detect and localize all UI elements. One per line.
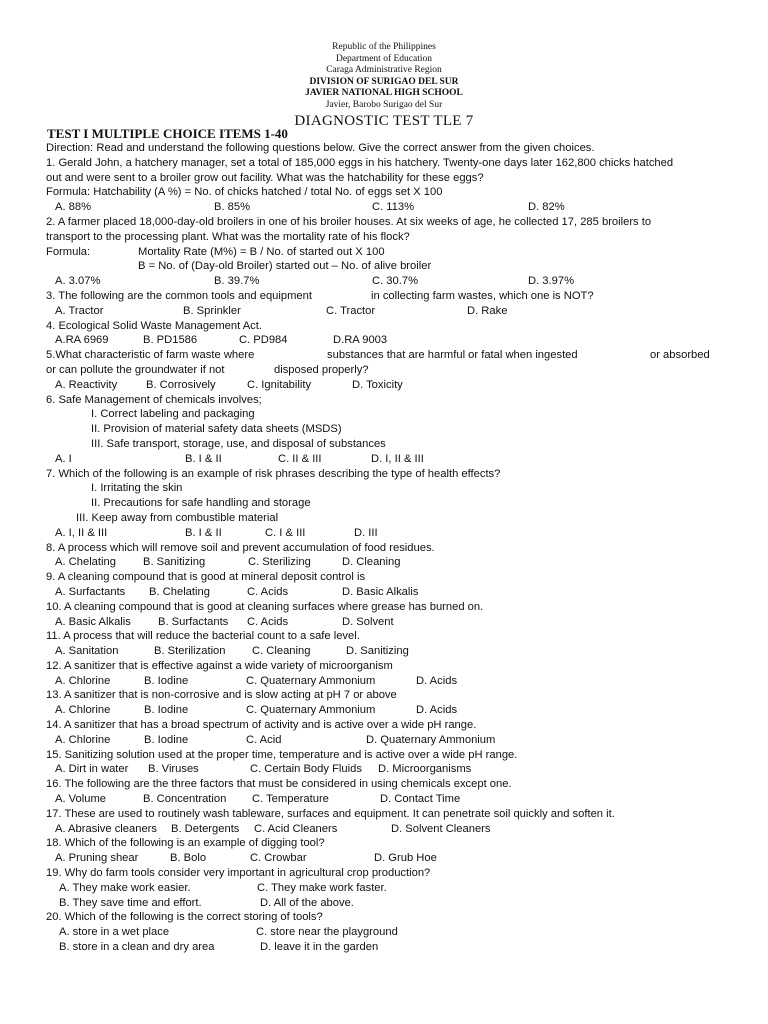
- question-2-line-1: 2. A farmer placed 18,000-day-old broilers in one of his broiler houses. At six weeks of age, he collected 17, 285 broilers to: [46, 215, 652, 228]
- question-20-choices-row-2: [46, 940, 746, 955]
- formula-label: Formula:: [46, 245, 91, 258]
- choice-d: D. Microorganisms: [378, 763, 472, 776]
- choice-c: C. Quaternary Ammonium: [246, 704, 376, 717]
- question-3-line-1: [46, 289, 746, 304]
- question-list: [46, 141, 746, 955]
- document-header: [0, 42, 768, 130]
- question-2-formula-b: [46, 259, 746, 274]
- header-region: Caraga Administrative Region: [326, 65, 442, 76]
- choice-d: D. 82%: [528, 201, 565, 214]
- question-1-formula: Formula: Hatchability (A %) = No. of chicks hatched / total No. of eggs set X 100: [46, 186, 443, 199]
- question-8-line-1: 8. A process which will remove soil and prevent accumulation of food residues.: [46, 541, 435, 554]
- choice-c: C. Acid: [246, 733, 282, 746]
- choice-a: A. Chlorine: [55, 704, 111, 717]
- choice-a: A.RA 6969: [55, 334, 109, 347]
- choice-d: D. 3.97%: [528, 275, 575, 288]
- question-5-choices: [46, 378, 746, 393]
- question-3-text-b: in collecting farm wastes, which one is NOT?: [371, 289, 594, 302]
- question-10-line-1: 10. A cleaning compound that is good at cleaning surfaces where grease has burned on.: [46, 600, 484, 613]
- choice-a: A. Volume: [55, 793, 106, 806]
- formula-mortality: Mortality Rate (M%) = B / No. of started out X 100: [138, 245, 385, 258]
- formula-b-definition: B = No. of (Day-old Broiler) started out – No. of alive broiler: [138, 260, 432, 273]
- question-20-line-1: 20. Which of the following is the correct storing of tools?: [46, 911, 323, 924]
- header-school: JAVIER NATIONAL HIGH SCHOOL: [305, 88, 463, 99]
- choice-c: C. Quaternary Ammonium: [246, 674, 376, 687]
- choice-b: B. 39.7%: [214, 275, 260, 288]
- question-19-line-1: 19. Why do farm tools consider very important in agricultural crop production?: [46, 867, 431, 880]
- question-6-line-1: 6. Safe Management of chemicals involves;: [46, 393, 262, 406]
- choice-c: C. Ignitability: [247, 378, 312, 391]
- question-12-line-1: 12. A sanitizer that is effective against a wide variety of microorganism: [46, 659, 393, 672]
- choice-c: C. PD984: [239, 334, 288, 347]
- choice-c: C. Tractor: [326, 304, 376, 317]
- header-department: Department of Education: [335, 53, 433, 64]
- choice-b: B. I & II: [185, 452, 222, 465]
- choice-c: C. Cleaning: [252, 645, 311, 658]
- question-12-choices: [46, 674, 746, 689]
- choice-c: C. They make work faster.: [257, 881, 387, 894]
- choice-b: B. Chelating: [149, 585, 210, 598]
- question-11-line-1: 11. A process that will reduce the bacterial count to a safe level.: [46, 630, 360, 643]
- choice-d: D. Sanitizing: [346, 645, 409, 658]
- choice-a: A. 88%: [55, 201, 92, 214]
- question-14-line-1: 14. A sanitizer that has a broad spectrum of activity and is active over a wide pH range.: [46, 719, 477, 732]
- choice-c: C. Acids: [247, 585, 289, 598]
- question-16-line-1: 16. The following are the three factors that must be considered in using chemicals except one.: [46, 778, 512, 791]
- section-title: TEST I MULTIPLE CHOICE ITEMS 1-40: [47, 126, 288, 141]
- choice-a: A. Tractor: [55, 304, 104, 317]
- question-6-item-2: II. Provision of material safety data sheets (MSDS): [91, 423, 342, 436]
- question-5-line-1: [46, 348, 746, 363]
- choice-b: B. Detergents: [171, 822, 240, 835]
- choice-b: B. Bolo: [170, 852, 207, 865]
- question-13-line-1: 13. A sanitizer that is non-corrosive and is slow acting at pH 7 or above: [46, 689, 397, 702]
- question-18-choices: [46, 851, 746, 866]
- choice-b: B. PD1586: [143, 334, 198, 347]
- question-19-choices-row-2: [46, 896, 746, 911]
- question-2-line-2: transport to the processing plant. What was the mortality rate of his flock?: [46, 230, 410, 243]
- question-7-line-1: 7. Which of the following is an example of risk phrases describing the type of health effects?: [46, 467, 501, 480]
- header-republic: Republic of the Philippines: [332, 42, 436, 52]
- choice-a: A. They make work easier.: [59, 881, 191, 894]
- choice-d: D. Rake: [467, 304, 508, 317]
- choice-a: A. Chelating: [55, 556, 116, 569]
- header-division: DIVISION OF SURIGAO DEL SUR: [309, 76, 459, 87]
- choice-c: C. Crowbar: [250, 852, 307, 865]
- choice-c: C. II & III: [278, 452, 322, 465]
- question-3-choices: [46, 304, 746, 319]
- choice-c: C. Sterilizing: [248, 556, 311, 569]
- question-9-choices: [46, 585, 746, 600]
- choice-b: B. Sanitizing: [143, 556, 206, 569]
- choice-c: C. 113%: [372, 201, 415, 214]
- choice-d: D. III: [354, 526, 378, 539]
- question-1-line-1: 1. Gerald John, a hatchery manager, set a total of 185,000 eggs in his hatchery. Twenty-one days later 162,800 chicks hatched: [46, 156, 674, 169]
- question-7-item-2: II. Precautions for safe handling and storage: [91, 497, 311, 510]
- choice-b: B. Sterilization: [154, 645, 226, 658]
- question-5-text-b: substances that are harmful or fatal when ingested: [327, 349, 578, 362]
- choice-b: B. Surfactants: [158, 615, 229, 628]
- choice-d: D. Grub Hoe: [374, 852, 437, 865]
- choice-d: D. Contact Time: [380, 793, 461, 806]
- choice-b: B. I & II: [185, 526, 222, 539]
- question-11-choices: [46, 644, 746, 659]
- choice-a: A. 3.07%: [55, 275, 101, 288]
- choice-b: B. Iodine: [144, 733, 189, 746]
- question-15-choices: [46, 762, 746, 777]
- question-6-choices: [46, 452, 746, 467]
- choice-a: A. I: [55, 452, 72, 465]
- choice-b: B. Iodine: [144, 674, 189, 687]
- question-15-line-1: 15. Sanitizing solution used at the proper time, temperature and is active over a wide pH range.: [46, 748, 518, 761]
- choice-c: C. Acid Cleaners: [254, 822, 338, 835]
- choice-b: B. Iodine: [144, 704, 189, 717]
- choice-b: B. Sprinkler: [183, 304, 241, 317]
- question-17-line-1: 17. These are used to routinely wash tableware, surfaces and equipment. It can penetrate soil quickly and soften it.: [46, 807, 615, 820]
- choice-d: D. Acids: [416, 674, 458, 687]
- question-18-line-1: 18. Which of the following is an example of digging tool?: [46, 837, 325, 850]
- choice-a: A. Reactivity: [55, 378, 118, 391]
- choice-a: A. Pruning shear: [55, 852, 139, 865]
- question-2-formula: [46, 245, 746, 260]
- choice-a: A. I, II & III: [55, 526, 108, 539]
- question-5-text-c: or absorbed: [650, 349, 710, 362]
- question-17-choices: [46, 822, 746, 837]
- question-2-choices: [46, 274, 746, 289]
- choice-a: A. Abrasive cleaners: [55, 822, 157, 835]
- choice-a: A. Surfactants: [55, 585, 126, 598]
- question-8-choices: [46, 555, 746, 570]
- question-5-text-a: 5.What characteristic of farm waste where: [46, 349, 255, 362]
- question-6-item-1: I. Correct labeling and packaging: [91, 408, 255, 421]
- header-address: Javier, Barobo Surigao del Sur: [325, 99, 443, 110]
- choice-a: A. Basic Alkalis: [55, 615, 131, 628]
- direction-text: Direction: Read and understand the following questions below. Give the correct answer from the given choices.: [46, 142, 595, 154]
- choice-b: B. Corrosively: [146, 378, 216, 391]
- choice-d: D. I, II & III: [371, 452, 424, 465]
- question-20-choices-row-1: [46, 925, 746, 940]
- choice-d: D. Toxicity: [352, 378, 403, 391]
- choice-a: A. store in a wet place: [59, 926, 170, 939]
- choice-b: B. Viruses: [148, 763, 199, 776]
- question-7-item-1: I. Irritating the skin: [91, 482, 183, 495]
- question-10-choices: [46, 615, 746, 630]
- question-3-text-a: 3. The following are the common tools and equipment: [46, 289, 312, 302]
- choice-c: C. Temperature: [252, 793, 329, 806]
- question-16-choices: [46, 792, 746, 807]
- choice-c: C. I & III: [265, 526, 306, 539]
- choice-d: D. All of the above.: [260, 896, 354, 909]
- choice-d: D. Acids: [416, 704, 458, 717]
- test-title: DIAGNOSTIC TEST TLE 7: [294, 112, 474, 129]
- question-5-line-2: [46, 363, 746, 378]
- question-4-choices: [46, 333, 746, 348]
- question-7-item-3: III. Keep away from combustible material: [76, 511, 279, 524]
- choice-d: D. leave it in the garden: [260, 941, 379, 954]
- choice-c: C. store near the playground: [256, 926, 398, 939]
- choice-b: B. They save time and effort.: [59, 896, 202, 909]
- question-5-text-d: or can pollute the groundwater if not: [46, 363, 225, 376]
- choice-b: B. Concentration: [143, 793, 227, 806]
- question-9-line-1: 9. A cleaning compound that is good at mineral deposit control is: [46, 571, 366, 584]
- choice-d: D. Basic Alkalis: [342, 585, 419, 598]
- choice-a: A. Chlorine: [55, 674, 111, 687]
- question-6-item-3: III. Safe transport, storage, use, and disposal of substances: [91, 437, 386, 450]
- choice-c: C. 30.7%: [372, 275, 419, 288]
- question-5-text-e: disposed properly?: [274, 363, 369, 376]
- choice-a: A. Sanitation: [55, 645, 119, 658]
- question-19-choices-row-1: [46, 881, 746, 896]
- choice-d: D.RA 9003: [333, 334, 388, 347]
- question-13-choices: [46, 703, 746, 718]
- choice-d: D. Cleaning: [342, 556, 401, 569]
- choice-b: B. 85%: [214, 201, 251, 214]
- question-7-choices: [46, 526, 746, 541]
- choice-c: C. Certain Body Fluids: [250, 763, 362, 776]
- question-14-choices: [46, 733, 746, 748]
- choice-d: D. Quaternary Ammonium: [366, 733, 496, 746]
- choice-a: A. Chlorine: [55, 733, 111, 746]
- choice-b: B. store in a clean and dry area: [59, 941, 215, 954]
- question-1-line-2: out and were sent to a broiler grow out facility. What was the hatchability for these eggs?: [46, 171, 484, 184]
- question-1-choices: [46, 200, 746, 215]
- choice-d: D. Solvent Cleaners: [391, 822, 491, 835]
- choice-a: A. Dirt in water: [55, 763, 129, 776]
- question-4-line-1: 4. Ecological Solid Waste Management Act.: [46, 319, 262, 332]
- choice-c: C. Acids: [247, 615, 289, 628]
- choice-d: D. Solvent: [342, 615, 394, 628]
